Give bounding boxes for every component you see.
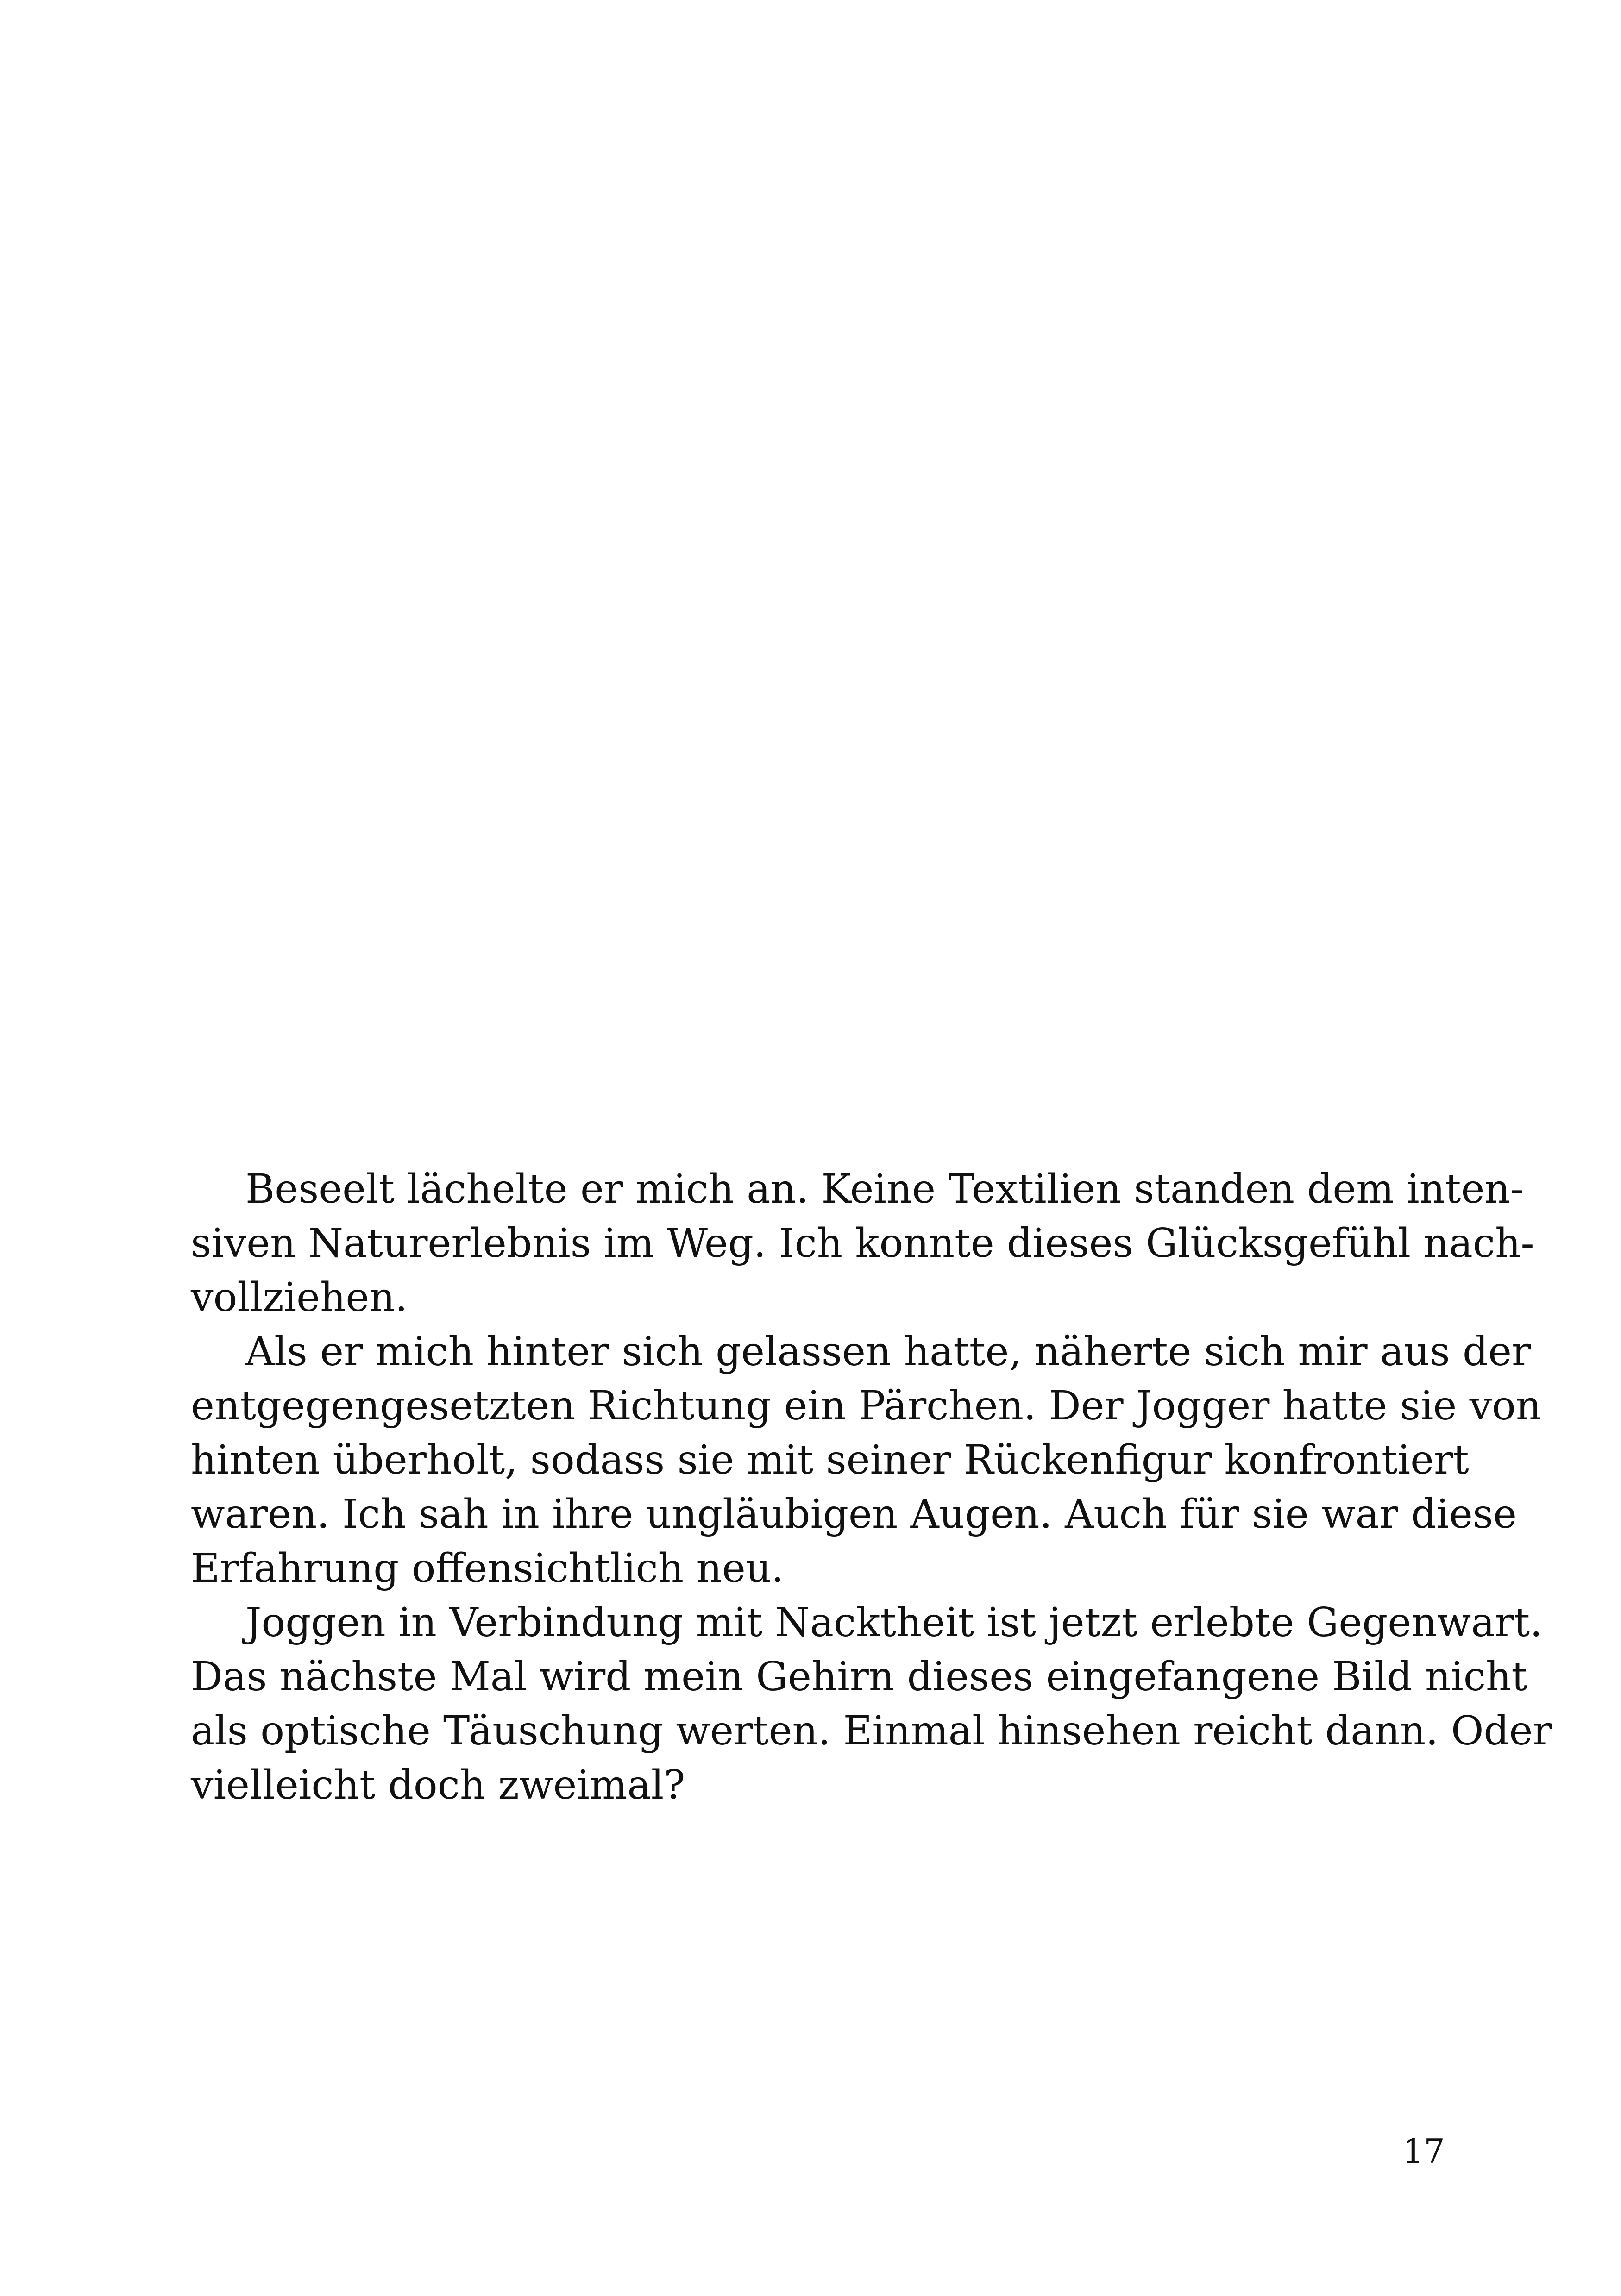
text-line: siven Naturerlebnis im Weg. Ich konnte dieses Glücksgefühl nach- (191, 1220, 1534, 1267)
text-line: vielleicht doch zweimal? (191, 1762, 685, 1808)
text-line: waren. Ich sah in ihre ungläubigen Augen. Auch für sie war diese (191, 1491, 1517, 1537)
page-number: 17 (1402, 2132, 1445, 2171)
text-line: als optische Täuschung werten. Einmal hinsehen reicht dann. Oder (191, 1708, 1552, 1754)
text-line: Joggen in Verbindung mit Nacktheit ist jetzt erlebte Gegenwart. (245, 1600, 1543, 1646)
body-text (191, 1162, 1552, 1813)
text-line: Erfahrung offensichtlich neu. (191, 1545, 784, 1592)
text-line: Das nächste Mal wird mein Gehirn dieses eingefangene Bild nicht (191, 1654, 1527, 1700)
text-line: entgegengesetzten Richtung ein Pärchen. Der Jogger hatte sie von (191, 1383, 1542, 1429)
text-line: hinten überholt, sodass sie mit seiner Rückenfigur konfrontiert (191, 1437, 1469, 1483)
text-line: Beseelt lächelte er mich an. Keine Textilien standen dem inten- (245, 1166, 1524, 1212)
text-line: vollziehen. (191, 1274, 408, 1321)
text-line: Als er mich hinter sich gelassen hatte, näherte sich mir aus der (245, 1329, 1531, 1375)
